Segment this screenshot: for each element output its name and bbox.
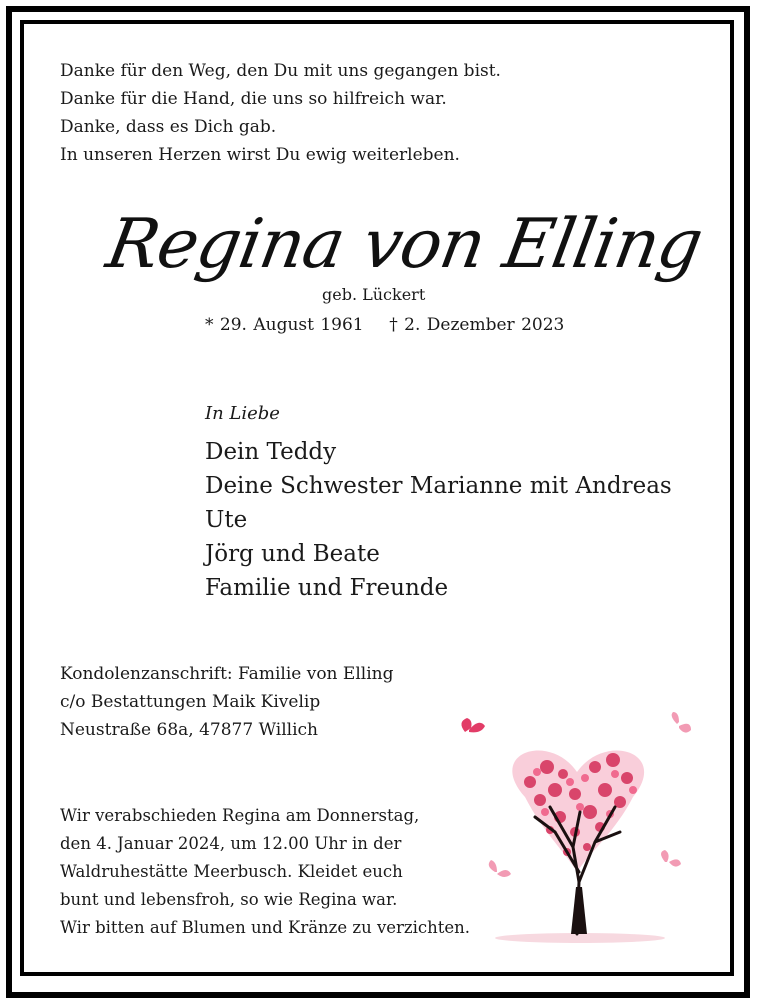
- condolence-address: [60, 660, 393, 744]
- funeral-line: Wir verabschieden Regina am Donnerstag,: [60, 806, 420, 825]
- funeral-line: bunt und lebensfroh, so wie Regina war.: [60, 890, 398, 909]
- condolence-line: Kondolenzanschrift: Familie von Elling: [60, 664, 394, 684]
- poem-line: In unseren Herzen wirst Du ewig weiterleben.: [60, 145, 460, 165]
- mourner-line: Ute: [205, 507, 248, 533]
- mourner-line: Familie und Freunde: [205, 575, 449, 601]
- deceased-name: Regina von Elling: [101, 205, 708, 284]
- heart-tree-icon: [455, 712, 700, 952]
- death-date: † 2. Dezember 2023: [389, 315, 565, 335]
- born-name: geb. Lückert: [322, 285, 426, 304]
- poem: [60, 57, 501, 169]
- poem-line: Danke für den Weg, den Du mit uns gegangen bist.: [60, 61, 501, 81]
- mourner-line: Deine Schwester Marianne mit Andreas: [205, 473, 672, 499]
- funeral-line: Wir bitten auf Blumen und Kränze zu verzichten.: [60, 918, 471, 937]
- birth-date: * 29. August 1961: [205, 315, 364, 335]
- mourner-line: Jörg und Beate: [205, 541, 380, 567]
- life-dates: [205, 315, 564, 335]
- funeral-line: Waldruhestätte Meerbusch. Kleidet euch: [60, 862, 403, 881]
- condolence-line: Neustraße 68a, 47877 Willich: [60, 720, 318, 740]
- mourners-list: [205, 435, 672, 605]
- mourners-intro: In Liebe: [205, 403, 280, 424]
- mourner-line: Dein Teddy: [205, 439, 337, 465]
- funeral-line: den 4. Januar 2024, um 12.00 Uhr in der: [60, 834, 402, 853]
- poem-line: Danke für die Hand, die uns so hilfreich war.: [60, 89, 447, 109]
- funeral-notice: [60, 802, 470, 942]
- condolence-line: c/o Bestattungen Maik Kivelip: [60, 692, 321, 712]
- poem-line: Danke, dass es Dich gab.: [60, 117, 277, 137]
